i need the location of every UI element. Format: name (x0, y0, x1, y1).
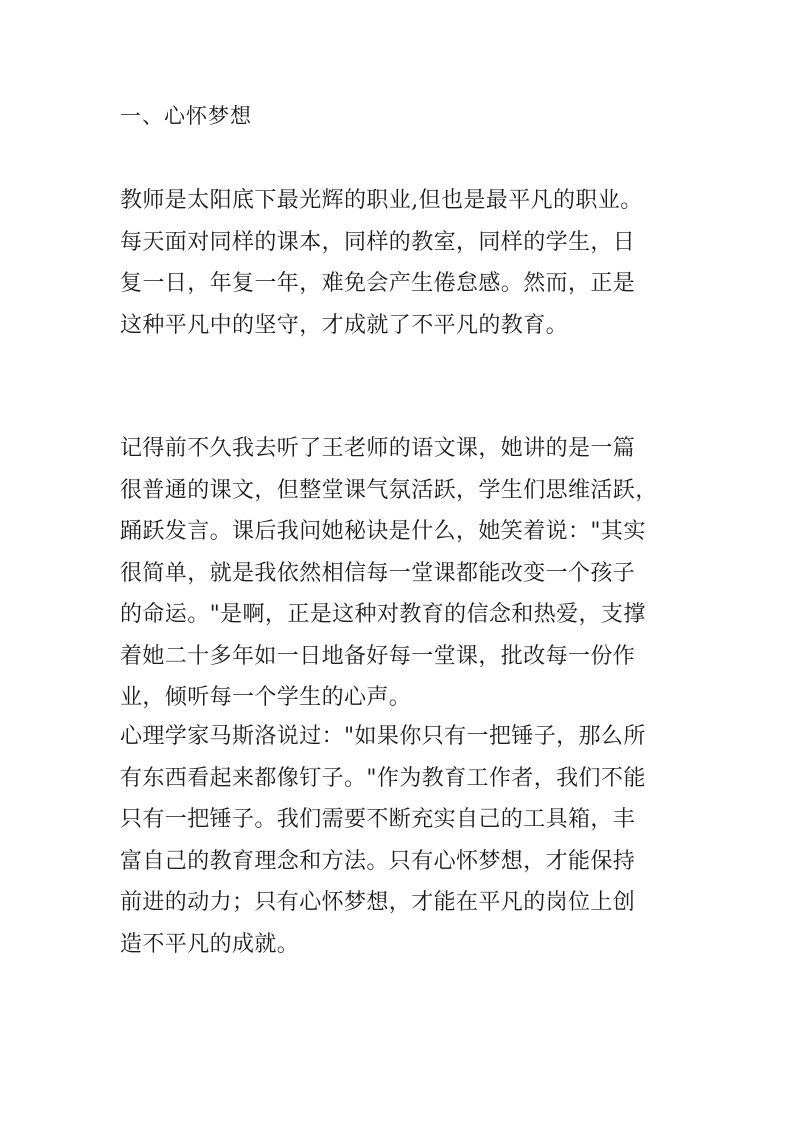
paragraph-line: 的命运。"是啊，正是这种对教育的信念和热爱，支撑 (120, 602, 646, 627)
paragraph-line: 复一日，年复一年，难免会产生倦怠感。然而，正是 (120, 271, 636, 296)
paragraph-line: 很普通的课文，但整堂课气氛活跃，学生们思维活跃， (120, 477, 658, 503)
paragraph-line: 心理学家马斯洛说过："如果你只有一把锤子，那么所 (120, 724, 646, 749)
paragraph-line: 很简单，就是我依然相信每一堂课都能改变一个孩子 (120, 560, 636, 586)
paragraph-line: 前进的动力；只有心怀梦想，才能在平凡的岗位上创 (120, 890, 636, 915)
paragraph-line: 每天面对同样的课本，同样的教室，同样的学生，日 (120, 229, 636, 255)
paragraph-line: 着她二十多年如一日地备好每一堂课，批改每一份作 (120, 643, 636, 669)
paragraph-line: 踊跃发言。课后我问她秘诀是什么，她笑着说："其实 (120, 519, 646, 544)
paragraph-2 (120, 428, 680, 719)
paragraph-line: 只有一把锤子。我们需要不断充实自己的工具箱，丰 (120, 807, 636, 832)
paragraph-line: 这种平凡中的坚守，才成就了不平凡的教育。 (120, 312, 569, 338)
paragraph-line: 有东西看起来都像钉子。"作为教育工作者，我们不能 (120, 765, 646, 791)
paragraph-3 (120, 716, 680, 965)
paragraph-1 (120, 180, 680, 346)
paragraph-line: 教师是太阳底下最光辉的职业,但也是最平凡的职业。 (120, 188, 643, 213)
paragraph-line: 记得前不久我去听了王老师的语文课，她讲的是一篇 (120, 436, 636, 461)
paragraph-line: 业，倾听每一个学生的心声。 (120, 685, 412, 710)
paragraph-line: 富自己的教育理念和方法。只有心怀梦想，才能保持 (120, 848, 636, 874)
paragraph-line: 造不平凡的成就。 (120, 931, 300, 957)
section-heading: 一、心怀梦想 (120, 104, 252, 128)
